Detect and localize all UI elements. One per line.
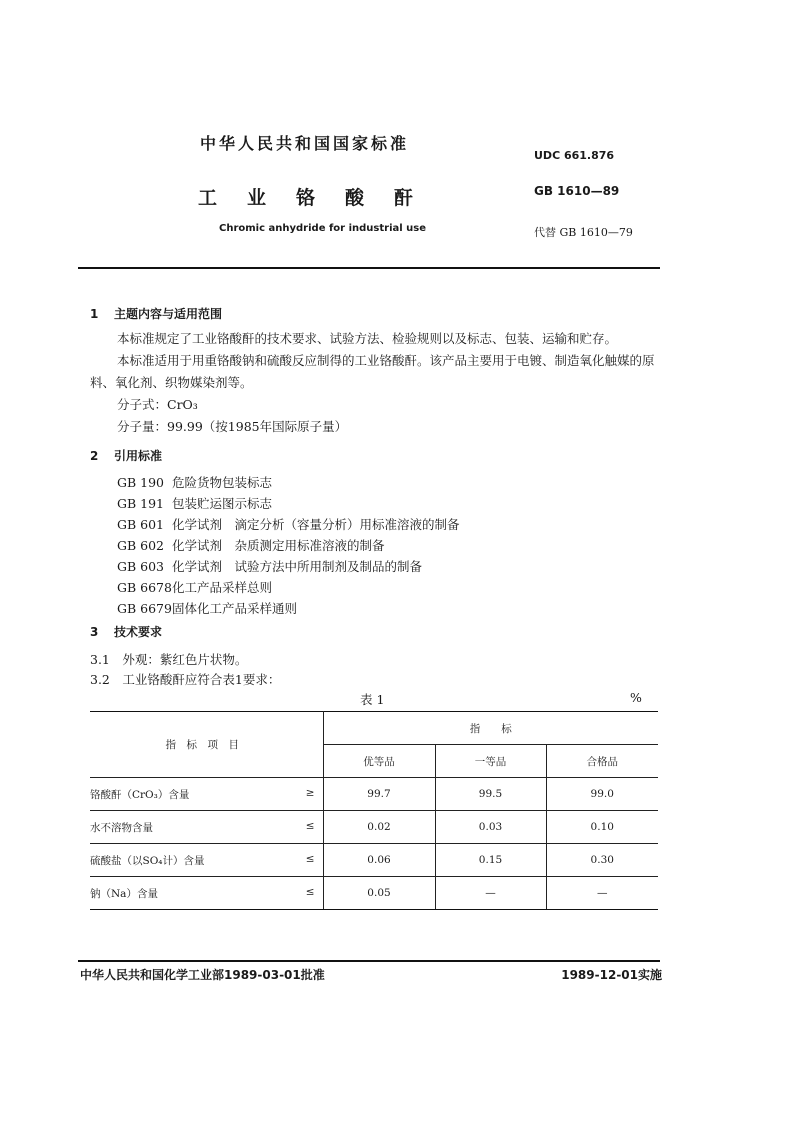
row-item: 水不溶物含量 bbox=[90, 821, 153, 834]
section-title: 主题内容与适用范围 bbox=[114, 307, 223, 321]
reference-item bbox=[117, 494, 460, 515]
s1-paragraph-2-line-2: 料、氧化剂、织物媒染剂等。 bbox=[90, 375, 253, 390]
grade-header: 合格品 bbox=[546, 745, 658, 778]
table-row bbox=[90, 811, 658, 844]
issuing-organization: 中华人民共和国国家标准 bbox=[200, 134, 410, 153]
grade-header: 优等品 bbox=[323, 745, 435, 778]
value-cell: 99.5 bbox=[435, 778, 546, 811]
reference-item bbox=[117, 557, 460, 578]
standard-number: GB 1610—89 bbox=[534, 184, 620, 198]
section-number: 3 bbox=[90, 625, 99, 639]
row-item: 铬酸酐（CrO₃）含量 bbox=[90, 788, 190, 801]
row-label bbox=[90, 811, 323, 844]
molecular-formula: 分子式：CrO₃ bbox=[117, 397, 198, 412]
table-row bbox=[90, 877, 658, 910]
footer-rule bbox=[78, 960, 660, 962]
header-rule bbox=[78, 267, 660, 269]
molecular-weight: 分子量：99.99（按1985年国际原子量） bbox=[117, 419, 348, 434]
value-cell: — bbox=[435, 877, 546, 910]
row-item: 硫酸盐（以SO₄计）含量 bbox=[90, 854, 205, 867]
section-number: 1 bbox=[90, 307, 99, 321]
reference-list bbox=[117, 473, 460, 620]
reference-title: 化学试剂 杂质测定用标准溶液的制备 bbox=[172, 538, 385, 553]
row-operator: ≤ bbox=[305, 885, 315, 898]
reference-title: 危险货物包装标志 bbox=[172, 475, 273, 490]
section-title: 引用标准 bbox=[114, 449, 163, 463]
value-cell: 0.02 bbox=[323, 811, 435, 844]
reference-code: GB 6678 bbox=[117, 580, 172, 595]
reference-code: GB 601 bbox=[117, 517, 165, 532]
reference-title: 化学试剂 滴定分析（容量分析）用标准溶液的制备 bbox=[172, 517, 460, 532]
reference-item bbox=[117, 599, 460, 620]
item-header: 指 标 项 目 bbox=[90, 712, 323, 778]
section-number: 2 bbox=[90, 449, 99, 463]
row-label bbox=[90, 877, 323, 910]
document-title-english: Chromic anhydride for industrial use bbox=[219, 223, 427, 234]
reference-title: 固体化工产品采样通则 bbox=[172, 601, 298, 616]
udc-code: UDC 661.876 bbox=[534, 149, 615, 162]
replaces-standard: 代替 GB 1610—79 bbox=[534, 226, 633, 239]
table-header-row bbox=[90, 712, 658, 745]
s1-paragraph-1: 本标准规定了工业铬酸酐的技术要求、试验方法、检验规则以及标志、包装、运输和贮存。 bbox=[117, 331, 618, 346]
reference-code: GB 602 bbox=[117, 538, 165, 553]
s1-paragraph-2-line-1: 本标准适用于用重铬酸钠和硫酸反应制得的工业铬酸酐。该产品主要用于电镀、制造氧化触媒的原 bbox=[117, 353, 655, 368]
row-label bbox=[90, 778, 323, 811]
reference-title: 化工产品采样总则 bbox=[172, 580, 273, 595]
row-operator: ≤ bbox=[305, 852, 315, 865]
table-row bbox=[90, 844, 658, 877]
reference-item bbox=[117, 515, 460, 536]
reference-item bbox=[117, 536, 460, 557]
reference-item bbox=[117, 578, 460, 599]
section-title: 技术要求 bbox=[114, 625, 163, 639]
value-cell: 99.0 bbox=[546, 778, 658, 811]
reference-code: GB 603 bbox=[117, 559, 165, 574]
reference-code: GB 6679 bbox=[117, 601, 172, 616]
section-3-heading bbox=[90, 623, 162, 640]
value-cell: 0.15 bbox=[435, 844, 546, 877]
table-caption: 表 1 bbox=[360, 692, 385, 707]
reference-title: 化学试剂 试验方法中所用制剂及制品的制备 bbox=[172, 559, 423, 574]
section-1-heading bbox=[90, 305, 222, 322]
reference-code: GB 190 bbox=[117, 475, 165, 490]
reference-title: 包装贮运图示标志 bbox=[172, 496, 273, 511]
value-cell: 0.05 bbox=[323, 877, 435, 910]
value-cell: 99.7 bbox=[323, 778, 435, 811]
row-operator: ≥ bbox=[305, 786, 315, 799]
row-item: 钠（Na）含量 bbox=[90, 887, 158, 900]
reference-code: GB 191 bbox=[117, 496, 165, 511]
row-operator: ≤ bbox=[305, 819, 315, 832]
clause-3-1: 3.1 外观：紫红色片状物。 bbox=[90, 652, 248, 667]
reference-item bbox=[117, 473, 460, 494]
table-row bbox=[90, 778, 658, 811]
document-title: 工业铬酸酐 bbox=[198, 187, 444, 209]
clause-3-2: 3.2 工业铬酸酐应符合表1要求： bbox=[90, 672, 281, 687]
value-cell: 0.03 bbox=[435, 811, 546, 844]
requirements-table bbox=[90, 711, 658, 910]
value-cell: 0.06 bbox=[323, 844, 435, 877]
table-unit: % bbox=[630, 690, 642, 705]
value-cell: — bbox=[546, 877, 658, 910]
value-cell: 0.30 bbox=[546, 844, 658, 877]
effective-date: 1989-12-01实施 bbox=[561, 968, 662, 982]
grade-header: 一等品 bbox=[435, 745, 546, 778]
section-2-heading bbox=[90, 447, 162, 464]
approval-note: 中华人民共和国化学工业部1989-03-01批准 bbox=[80, 968, 325, 982]
value-cell: 0.10 bbox=[546, 811, 658, 844]
row-label bbox=[90, 844, 323, 877]
index-header: 指 标 bbox=[323, 712, 658, 745]
